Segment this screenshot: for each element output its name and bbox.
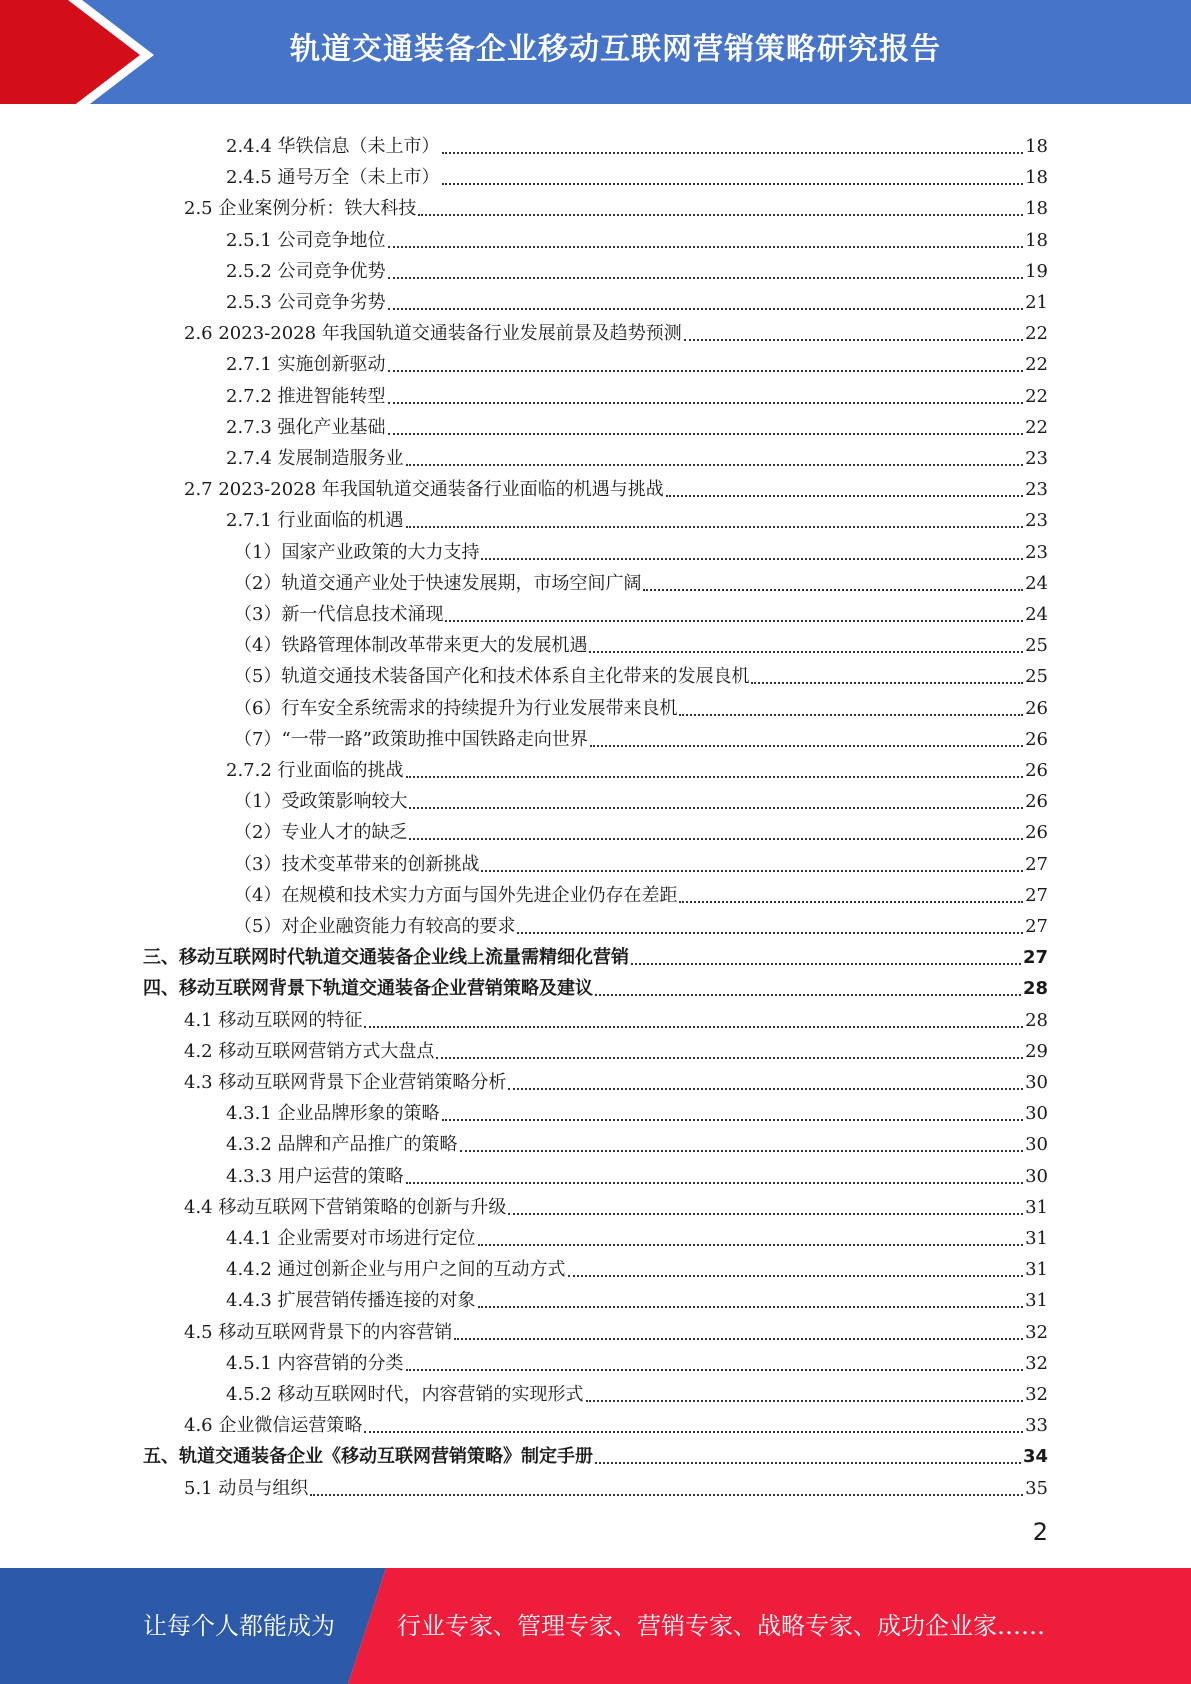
toc-entry[interactable]	[226, 1094, 1048, 1125]
toc-entry[interactable]	[184, 470, 1048, 501]
toc-entry-label: （5）轨道交通技术装备国产化和技术体系自主化带来的发展良机	[234, 666, 750, 687]
toc-entry-page: 24	[1025, 604, 1048, 625]
toc-entry-label: 2.4.4 华铁信息（未上市）	[226, 136, 440, 157]
toc-dot-leader	[409, 807, 1023, 809]
footer-slogan-right: 行业专家、管理专家、营销专家、战略专家、成功企业家……	[397, 1612, 1045, 1640]
toc-entry-label: 4.4.1 企业需要对市场进行定位	[226, 1228, 476, 1249]
toc-dot-leader	[460, 1150, 1024, 1152]
toc-entry-label: （2）轨道交通产业处于快速发展期，市场空间广阔	[234, 573, 642, 594]
toc-entry-label: 五、轨道交通装备企业《移动互联网营销策略》制定手册	[143, 1446, 593, 1467]
toc-dot-leader	[595, 1462, 1021, 1464]
toc-entry[interactable]	[226, 1344, 1048, 1375]
toc-entry[interactable]	[234, 595, 1048, 626]
toc-entry-label: （4）在规模和技术实力方面与国外先进企业仍存在差距	[234, 885, 678, 906]
toc-entry-page: 31	[1025, 1197, 1048, 1218]
toc-dot-leader	[508, 1213, 1023, 1215]
toc-entry-label: （5）对企业融资能力有较高的要求	[234, 916, 516, 937]
toc-entry-page: 26	[1025, 698, 1048, 719]
toc-entry-label: （3）技术变革带来的创新挑战	[234, 854, 480, 875]
toc-entry-label: 4.2 移动互联网营销方式大盘点	[184, 1041, 435, 1062]
toc-dot-leader	[388, 370, 1024, 372]
toc-dot-leader	[406, 776, 1024, 778]
toc-dot-leader	[418, 214, 1023, 216]
toc-entry-page: 26	[1025, 791, 1048, 812]
toc-entry-page: 34	[1022, 1446, 1048, 1467]
toc-dot-leader	[310, 1494, 1023, 1496]
toc-entry-label: 2.5.2 公司竞争优势	[226, 261, 386, 282]
toc-entry[interactable]	[234, 782, 1048, 813]
toc-dot-leader	[388, 433, 1024, 435]
toc-entry-page: 22	[1025, 323, 1048, 344]
toc-entry[interactable]	[184, 1032, 1048, 1063]
toc-entry-label: 2.5.1 公司竞争地位	[226, 230, 386, 251]
toc-entry-page: 32	[1025, 1353, 1048, 1374]
toc-entry-page: 23	[1025, 542, 1048, 563]
toc-entry-label: （3）新一代信息技术涌现	[234, 604, 444, 625]
toc-entry-label: 4.1 移动互联网的特征	[184, 1010, 363, 1031]
toc-entry[interactable]	[226, 377, 1048, 408]
toc-entry[interactable]	[226, 1157, 1048, 1188]
toc-entry[interactable]	[234, 845, 1048, 876]
toc-entry-label: 4.3.3 用户运营的策略	[226, 1166, 404, 1187]
toc-dot-leader	[445, 620, 1023, 622]
toc-entry-page: 31	[1025, 1228, 1048, 1249]
toc-entry-label: 4.5.2 移动互联网时代，内容营销的实现形式	[226, 1384, 584, 1405]
toc-entry-label: 2.4.5 通号万全（未上市）	[226, 167, 440, 188]
toc-dot-leader	[684, 339, 1023, 341]
toc-dot-leader	[478, 1244, 1024, 1246]
toc-entry-label: 5.1 动员与组织	[184, 1478, 309, 1499]
toc-dot-leader	[589, 651, 1023, 653]
toc-entry-page: 25	[1025, 635, 1048, 656]
toc-entry-page: 18	[1025, 230, 1048, 251]
toc-entry-label: （6）行车安全系统需求的持续提升为行业发展带来良机	[234, 698, 678, 719]
toc-entry-page: 28	[1025, 1010, 1048, 1031]
toc-dot-leader	[595, 994, 1021, 996]
toc-entry[interactable]	[234, 689, 1048, 720]
toc-entry[interactable]	[226, 408, 1048, 439]
toc-entry-page: 24	[1025, 573, 1048, 594]
toc-entry-label: 4.6 企业微信运营策略	[184, 1415, 363, 1436]
toc-entry[interactable]	[234, 813, 1048, 844]
toc-entry-label: （4）铁路管理体制改革带来更大的发展机遇	[234, 635, 588, 656]
toc-entry-page: 26	[1025, 729, 1048, 750]
toc-entry[interactable]	[184, 1469, 1048, 1500]
toc-entry-page: 26	[1025, 760, 1048, 781]
toc-dot-leader	[364, 1431, 1023, 1433]
toc-entry-page: 19	[1025, 261, 1048, 282]
toc-entry[interactable]	[226, 345, 1048, 376]
toc-entry-page: 23	[1025, 479, 1048, 500]
toc-entry-label: 4.4.2 通过创新企业与用户之间的互动方式	[226, 1259, 566, 1280]
toc-dot-leader	[517, 932, 1023, 934]
toc-dot-leader	[568, 1275, 1024, 1277]
toc-entry-label: 2.7 2023-2028 年我国轨道交通装备行业面临的机遇与挑战	[184, 479, 664, 500]
toc-entry-label: 4.3 移动互联网背景下企业营销策略分析	[184, 1072, 507, 1093]
toc-entry[interactable]	[226, 221, 1048, 252]
toc-entry[interactable]	[226, 501, 1048, 532]
toc-entry-page: 30	[1025, 1166, 1048, 1187]
toc-entry-page: 28	[1022, 978, 1048, 999]
footer-slogan-left: 让每个人都能成为	[143, 1612, 335, 1640]
toc-entry[interactable]	[234, 720, 1048, 751]
toc-dot-leader	[436, 1057, 1023, 1059]
toc-entry-label: 4.3.1 企业品牌形象的策略	[226, 1103, 440, 1124]
toc-dot-leader	[406, 1182, 1024, 1184]
toc-entry-page: 18	[1025, 198, 1048, 219]
toc-entry[interactable]	[226, 158, 1048, 189]
toc-dot-leader	[679, 714, 1023, 716]
toc-dot-leader	[409, 838, 1023, 840]
toc-entry-page: 26	[1025, 822, 1048, 843]
toc-entry-label: 4.5.1 内容营销的分类	[226, 1353, 404, 1374]
toc-dot-leader	[364, 1026, 1023, 1028]
toc-entry-page: 30	[1025, 1072, 1048, 1093]
toc-entry[interactable]	[234, 657, 1048, 688]
toc-dot-leader	[478, 1306, 1024, 1308]
toc-entry-page: 27	[1025, 885, 1048, 906]
toc-entry-page: 30	[1025, 1103, 1048, 1124]
page-header	[0, 0, 1191, 110]
toc-dot-leader	[406, 464, 1024, 466]
toc-entry-page: 18	[1025, 167, 1048, 188]
page-number: 2	[1032, 1518, 1048, 1546]
toc-entry-label: 2.7.4 发展制造服务业	[226, 448, 404, 469]
toc-entry-page: 27	[1025, 854, 1048, 875]
toc-entry[interactable]	[226, 127, 1048, 158]
toc-entry-label: （7）“一带一路”政策助推中国铁路走向世界	[234, 729, 588, 750]
toc-entry-label: （1）国家产业政策的大力支持	[234, 542, 480, 563]
toc-entry-page: 23	[1025, 448, 1048, 469]
toc-entry-page: 23	[1025, 510, 1048, 531]
toc-entry[interactable]	[226, 1375, 1048, 1406]
toc-entry-page: 22	[1025, 417, 1048, 438]
toc-entry[interactable]	[226, 283, 1048, 314]
toc-entry-page: 30	[1025, 1134, 1048, 1155]
toc-dot-leader	[586, 1400, 1024, 1402]
toc-dot-leader	[666, 495, 1023, 497]
toc-entry[interactable]	[143, 969, 1048, 1000]
toc-entry[interactable]	[226, 1125, 1048, 1156]
toc-entry[interactable]	[234, 876, 1048, 907]
toc-entry-label: （1）受政策影响较大	[234, 791, 408, 812]
toc-dot-leader	[388, 277, 1024, 279]
toc-entry[interactable]	[226, 1250, 1048, 1281]
toc-entry-label: （2）专业人才的缺乏	[234, 822, 408, 843]
toc-dot-leader	[388, 308, 1024, 310]
toc-dot-leader	[442, 183, 1024, 185]
toc-entry[interactable]	[184, 1063, 1048, 1094]
toc-entry-page: 18	[1025, 136, 1048, 157]
toc-entry[interactable]	[226, 439, 1048, 470]
toc-entry[interactable]	[226, 1219, 1048, 1250]
toc-entry-label: 2.7.1 行业面临的机遇	[226, 510, 404, 531]
toc-entry[interactable]	[184, 1001, 1048, 1032]
toc-entry[interactable]	[184, 189, 1048, 220]
toc-entry-page: 22	[1025, 354, 1048, 375]
toc-dot-leader	[388, 402, 1024, 404]
toc-entry[interactable]	[184, 1406, 1048, 1437]
toc-entry[interactable]	[143, 938, 1048, 969]
toc-dot-leader	[406, 1369, 1024, 1371]
toc-entry[interactable]	[234, 907, 1048, 938]
toc-entry[interactable]	[226, 252, 1048, 283]
toc-entry-label: 4.4.3 扩展营销传播连接的对象	[226, 1290, 476, 1311]
toc-entry-page: 21	[1025, 292, 1048, 313]
toc-dot-leader	[406, 526, 1024, 528]
toc-dot-leader	[481, 558, 1023, 560]
toc-entry[interactable]	[184, 314, 1048, 345]
toc-entry-page: 31	[1025, 1259, 1048, 1280]
toc-entry-page: 35	[1025, 1478, 1048, 1499]
toc-entry[interactable]	[234, 564, 1048, 595]
toc-entry-page: 32	[1025, 1384, 1048, 1405]
toc-entry-page: 27	[1022, 947, 1048, 968]
toc-dot-leader	[388, 246, 1024, 248]
toc-dot-leader	[751, 682, 1023, 684]
toc-dot-leader	[643, 589, 1023, 591]
toc-entry-page: 32	[1025, 1322, 1048, 1343]
toc-entry[interactable]	[234, 533, 1048, 564]
toc-entry-label: 4.3.2 品牌和产品推广的策略	[226, 1134, 458, 1155]
toc-entry-label: 2.7.2 行业面临的挑战	[226, 760, 404, 781]
document-title: 轨道交通装备企业移动互联网营销策略研究报告	[290, 32, 941, 67]
toc-entry-label: 2.6 2023-2028 年我国轨道交通装备行业发展前景及趋势预测	[184, 323, 682, 344]
toc-entry-label: 2.5.3 公司竞争劣势	[226, 292, 386, 313]
toc-dot-leader	[481, 870, 1023, 872]
toc-entry-label: 四、移动互联网背景下轨道交通装备企业营销策略及建议	[143, 978, 593, 999]
toc-entry-label: 2.7.3 强化产业基础	[226, 417, 386, 438]
toc-entry-page: 25	[1025, 666, 1048, 687]
toc-entry-label: 2.5 企业案例分析：铁大科技	[184, 198, 417, 219]
toc-entry[interactable]	[184, 1313, 1048, 1344]
toc-entry-page: 27	[1025, 916, 1048, 937]
toc-dot-leader	[590, 745, 1023, 747]
toc-entry[interactable]	[226, 751, 1048, 782]
page-footer	[0, 1568, 1191, 1684]
toc-entry[interactable]	[184, 1188, 1048, 1219]
toc-entry-page: 22	[1025, 386, 1048, 407]
toc-entry-label: 4.4 移动互联网下营销策略的创新与升级	[184, 1197, 507, 1218]
toc-dot-leader	[442, 1119, 1024, 1121]
toc-dot-leader	[442, 152, 1024, 154]
toc-entry-label: 2.7.1 实施创新驱动	[226, 354, 386, 375]
toc-entry-page: 33	[1025, 1415, 1048, 1436]
toc-entry-page: 31	[1025, 1290, 1048, 1311]
toc-entry-page: 29	[1025, 1041, 1048, 1062]
toc-entry-label: 4.5 移动互联网背景下的内容营销	[184, 1322, 453, 1343]
toc-dot-leader	[508, 1088, 1023, 1090]
toc-entry[interactable]	[226, 1281, 1048, 1312]
toc-dot-leader	[454, 1338, 1023, 1340]
toc-entry[interactable]	[234, 626, 1048, 657]
toc-dot-leader	[631, 963, 1021, 965]
toc-entry[interactable]	[143, 1437, 1048, 1468]
toc-entry-label: 三、移动互联网时代轨道交通装备企业线上流量需精细化营销	[143, 947, 629, 968]
toc-dot-leader	[679, 901, 1023, 903]
toc-entry-label: 2.7.2 推进智能转型	[226, 386, 386, 407]
